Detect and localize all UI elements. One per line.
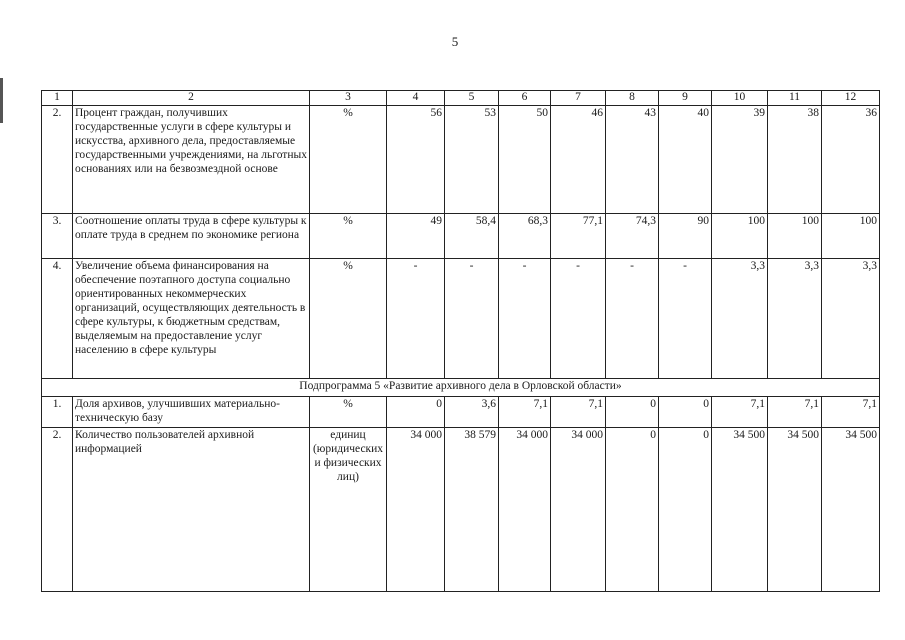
value-cell: 34 500 bbox=[822, 428, 880, 592]
value-cell: 100 bbox=[768, 214, 822, 259]
value-cell: 0 bbox=[606, 397, 659, 428]
value-cell: 0 bbox=[387, 397, 445, 428]
indicator-table bbox=[41, 90, 880, 592]
table-row bbox=[42, 397, 880, 428]
column-number: 3 bbox=[310, 91, 387, 106]
value-cell: 7,1 bbox=[712, 397, 768, 428]
column-number: 11 bbox=[768, 91, 822, 106]
value-cell: 34 000 bbox=[551, 428, 606, 592]
indicator-name: Доля архивов, улучшивших материально-техническую базу bbox=[73, 397, 310, 428]
subprogram-title: Подпрограмма 5 «Развитие архивного дела в Орловской области» bbox=[42, 379, 880, 397]
value-cell: 34 500 bbox=[712, 428, 768, 592]
value-cell: - bbox=[387, 259, 445, 379]
value-cell: 3,3 bbox=[768, 259, 822, 379]
table-row bbox=[42, 428, 880, 592]
table-row bbox=[42, 259, 880, 379]
column-number: 10 bbox=[712, 91, 768, 106]
indicator-name: Процент граждан, получивших государственные услуги в сфере культуры и искусства, архивного дела, предоставляемые государственными учреждениями, на льготных основаниях или на безвозмездной основе bbox=[73, 106, 310, 214]
value-cell: 7,1 bbox=[551, 397, 606, 428]
value-cell: 77,1 bbox=[551, 214, 606, 259]
value-cell: 3,3 bbox=[822, 259, 880, 379]
page-number: 5 bbox=[451, 34, 459, 49]
subprogram-row bbox=[42, 379, 880, 397]
column-number: 4 bbox=[387, 91, 445, 106]
value-cell: 58,4 bbox=[445, 214, 499, 259]
value-cell: - bbox=[445, 259, 499, 379]
indicator-name: Количество пользователей архивной информацией bbox=[73, 428, 310, 592]
value-cell: 7,1 bbox=[499, 397, 551, 428]
row-index: 1. bbox=[42, 397, 73, 428]
value-cell: - bbox=[659, 259, 712, 379]
value-cell: 50 bbox=[499, 106, 551, 214]
column-number: 7 bbox=[551, 91, 606, 106]
value-cell: 34 000 bbox=[499, 428, 551, 592]
row-index: 2. bbox=[42, 428, 73, 592]
column-number-row bbox=[42, 91, 880, 106]
column-number: 8 bbox=[606, 91, 659, 106]
column-number: 5 bbox=[445, 91, 499, 106]
value-cell: 0 bbox=[606, 428, 659, 592]
scan-edge-mark bbox=[0, 78, 3, 123]
value-cell: 49 bbox=[387, 214, 445, 259]
value-cell: 3,3 bbox=[712, 259, 768, 379]
column-number: 9 bbox=[659, 91, 712, 106]
value-cell: 90 bbox=[659, 214, 712, 259]
value-cell: 40 bbox=[659, 106, 712, 214]
table-row bbox=[42, 214, 880, 259]
value-cell: 68,3 bbox=[499, 214, 551, 259]
unit-cell: % bbox=[310, 259, 387, 379]
value-cell: 3,6 bbox=[445, 397, 499, 428]
value-cell: 74,3 bbox=[606, 214, 659, 259]
indicator-name: Соотношение оплаты труда в сфере культуры к оплате труда в среднем по экономике региона bbox=[73, 214, 310, 259]
value-cell: 7,1 bbox=[822, 397, 880, 428]
value-cell: 34 500 bbox=[768, 428, 822, 592]
unit-cell: % bbox=[310, 397, 387, 428]
column-number: 2 bbox=[73, 91, 310, 106]
value-cell: 38 bbox=[768, 106, 822, 214]
unit-cell: единиц (юридических и физических лиц) bbox=[310, 428, 387, 592]
value-cell: 53 bbox=[445, 106, 499, 214]
value-cell: - bbox=[551, 259, 606, 379]
value-cell: 100 bbox=[712, 214, 768, 259]
column-number: 1 bbox=[42, 91, 73, 106]
value-cell: - bbox=[499, 259, 551, 379]
indicator-name: Увеличение объема финансирования на обеспечение поэтапного доступа социально ориентированных некоммерческих организаций, осуществляющих деятельность в сфере культуры, к бюджетным средствам, выделяемым на предоставление услуг населению в сфере культуры bbox=[73, 259, 310, 379]
column-number: 12 bbox=[822, 91, 880, 106]
column-number: 6 bbox=[499, 91, 551, 106]
row-index: 2. bbox=[42, 106, 73, 214]
table-row bbox=[42, 106, 880, 214]
row-index: 4. bbox=[42, 259, 73, 379]
value-cell: 46 bbox=[551, 106, 606, 214]
value-cell: 100 bbox=[822, 214, 880, 259]
value-cell: 39 bbox=[712, 106, 768, 214]
value-cell: 7,1 bbox=[768, 397, 822, 428]
value-cell: 34 000 bbox=[387, 428, 445, 592]
value-cell: 43 bbox=[606, 106, 659, 214]
unit-cell: % bbox=[310, 106, 387, 214]
row-index: 3. bbox=[42, 214, 73, 259]
unit-cell: % bbox=[310, 214, 387, 259]
value-cell: 38 579 bbox=[445, 428, 499, 592]
value-cell: - bbox=[606, 259, 659, 379]
value-cell: 0 bbox=[659, 428, 712, 592]
value-cell: 0 bbox=[659, 397, 712, 428]
value-cell: 56 bbox=[387, 106, 445, 214]
value-cell: 36 bbox=[822, 106, 880, 214]
